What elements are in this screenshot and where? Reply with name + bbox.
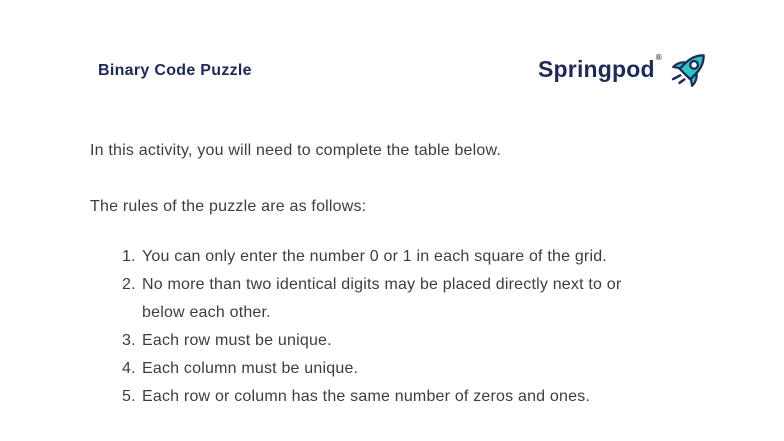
rule-text: No more than two identical digits may be placed directly next to or below each other. — [142, 276, 622, 321]
rule-item — [122, 243, 667, 271]
rule-item — [122, 271, 667, 327]
intro-text: In this activity, you will need to complete the table below. — [90, 142, 502, 159]
rule-number: 5. — [122, 388, 136, 405]
brand-name: Springpod — [538, 56, 655, 82]
brand-logo — [538, 48, 711, 96]
rule-text: Each column must be unique. — [142, 360, 359, 377]
rules-list — [122, 243, 667, 411]
page-title: Binary Code Puzzle — [98, 62, 252, 79]
registered-trademark-symbol: ® — [655, 53, 662, 62]
rule-number: 3. — [122, 332, 136, 349]
rule-item — [122, 327, 667, 355]
rule-item — [122, 383, 667, 411]
rule-number: 1. — [122, 248, 136, 265]
rule-number: 4. — [122, 360, 136, 377]
rule-text: Each row must be unique. — [142, 332, 332, 349]
rocket-icon — [665, 46, 711, 96]
rule-text: You can only enter the number 0 or 1 in each square of the grid. — [142, 248, 607, 265]
rules-heading: The rules of the puzzle are as follows: — [90, 198, 367, 215]
rule-item — [122, 355, 667, 383]
rule-number: 2. — [122, 276, 136, 293]
rule-text: Each row or column has the same number of zeros and ones. — [142, 388, 591, 405]
